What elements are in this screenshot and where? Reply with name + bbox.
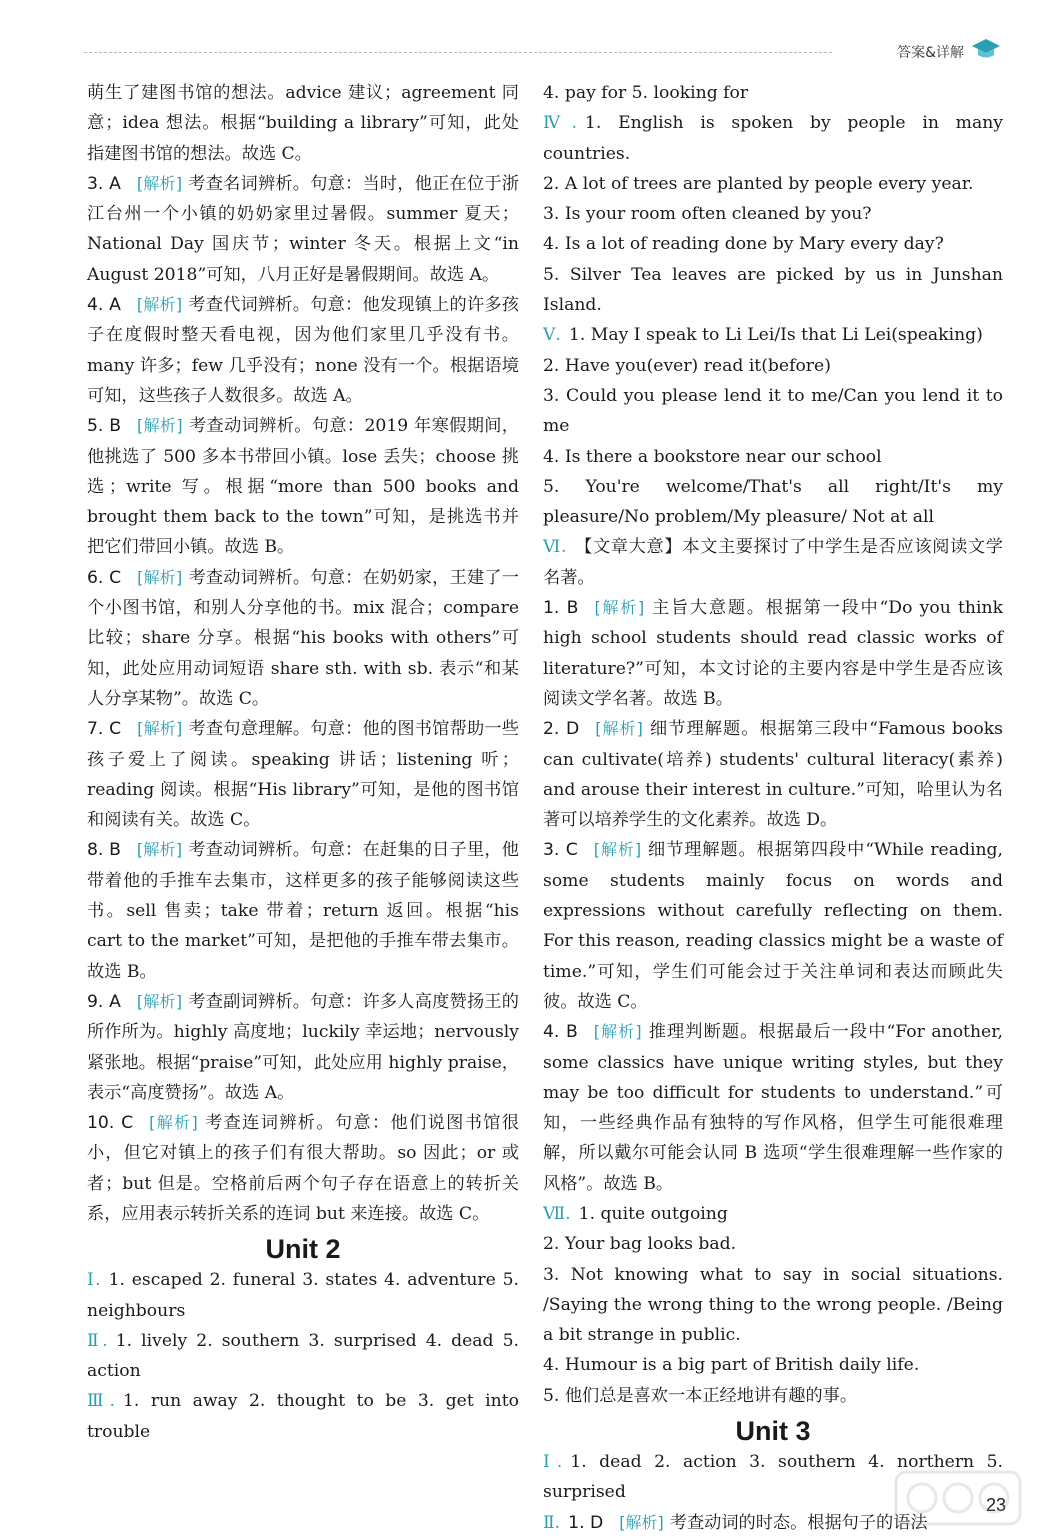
- answer-text: 1. quite outgoing: [578, 1203, 728, 1224]
- analysis-tag: [ 解析 ]: [619, 1513, 664, 1532]
- section-numeral: Ⅵ.: [543, 537, 567, 558]
- answer-text: 1. English is spoken by people in many countries.: [543, 113, 1003, 164]
- answer-item: [543, 472, 1003, 533]
- analysis-tag: [ 解析 ]: [137, 416, 183, 435]
- answer-item: [543, 78, 1003, 108]
- answer-number: 7. C: [87, 719, 122, 740]
- header-rule: [84, 52, 832, 53]
- analysis-tag: [ 解析 ]: [595, 719, 643, 738]
- answer-text: 考查句意理解。句意：他的图书馆帮助一些孩子爱上了阅读。speaking 讲话；listening 听；reading 阅读。根据“His library”可知，是他的图书馆和阅读有关。故选 C。: [87, 719, 519, 831]
- answer-item: [543, 1017, 1003, 1199]
- answer-number: 1. D: [568, 1512, 604, 1533]
- answer-number: 6. C: [87, 567, 122, 588]
- answer-item: [87, 1386, 519, 1447]
- unit-heading: Unit 3: [735, 1416, 811, 1447]
- answer-number: 1. B: [543, 598, 579, 619]
- answer-item: [543, 442, 1003, 472]
- answer-item: [543, 1260, 1003, 1351]
- answer-item: [543, 532, 1003, 593]
- answer-text: 5. You're welcome/That's all right/It's my pleasure/No problem/My pleasure/ Not at all: [543, 476, 1003, 528]
- answer-number: 3. C: [543, 840, 578, 861]
- answer-item: [87, 835, 519, 986]
- answer-item: [87, 1108, 519, 1229]
- answer-item: [87, 563, 519, 714]
- answer-number: 9. A: [87, 991, 121, 1012]
- answer-text: 1. run away 2. thought to be 3. get into trouble: [87, 1391, 519, 1442]
- answer-text: 主旨大意题。根据第一段中“Do you think high school students should read classic works of literature?”可知，本文讨论的主要内容是中学生是否应该阅读文学名著。故选 B。: [543, 598, 1003, 709]
- answer-text: 细节理解题。根据第四段中“While reading, some students mainly focus on words and expressions without carefully reflecting on them. For this reason, reading classics might be a waste of time.”可知，学生们可能会过于关注单词和表达而顾此失彼。故选 C。: [543, 840, 1003, 1012]
- answer-item: [87, 987, 519, 1108]
- answer-item: [543, 229, 1003, 259]
- answer-number: 3. A: [87, 173, 121, 194]
- section-numeral: Ⅲ.: [87, 1391, 115, 1412]
- analysis-tag: [ 解析 ]: [137, 840, 182, 859]
- answer-text: 【文章大意】本文主要探讨了中学生是否应该阅读文学名著。: [543, 537, 1003, 588]
- answer-text: 萌生了建图书馆的想法。advice 建议；agreement 同意；idea 想法。根据“building a library”可知，此处指建图书馆的想法。故选 C。: [87, 83, 519, 164]
- answer-item: [543, 714, 1003, 835]
- answer-item: [543, 1199, 1003, 1229]
- analysis-tag: [ 解析 ]: [594, 840, 641, 859]
- answer-text: 2. Your bag looks bad.: [543, 1234, 737, 1255]
- header-title: 答案&详解: [897, 45, 964, 61]
- answer-text: 推理判断题。根据最后一段中“For another, some classics have unique writing styles, but they may be too difficult for students to understand.”可知，一些经典作品有独特的写作风格，但学生可能很难理解，所以戴尔可能会认同 B 选项“学生很难理解一些作家的风格”。故选 B。: [543, 1022, 1003, 1194]
- answer-text: 考查名词辨析。句意：当时，他正在位于浙江台州一个小镇的奶奶家里过暑假。summer 夏天；National Day 国庆节；winter 冬天。根据上文“in August 2018”可知，八月正好是暑假期间。故选 A。: [87, 173, 519, 285]
- answer-item: [543, 1508, 1003, 1538]
- answer-number: 2. D: [543, 719, 580, 740]
- unit-heading: Unit 2: [265, 1234, 341, 1265]
- answer-text: 5. 他们总是喜欢一本正经地讲有趣的事。: [543, 1385, 858, 1406]
- answer-text: 2. Have you(ever) read it(before): [543, 355, 831, 376]
- analysis-tag: [ 解析 ]: [137, 295, 182, 314]
- answer-text: 2. A lot of trees are planted by people every year.: [543, 173, 974, 194]
- answer-item: [87, 1326, 519, 1387]
- answer-number: 4. B: [543, 1022, 578, 1043]
- answer-number: 10. C: [87, 1113, 134, 1134]
- answer-text: 考查连词辨析。句意：他们说图书馆很小，但它对镇上的孩子们有很大帮助。so 因此；or 或者；but 但是。空格前后两个句子存在语意上的转折关系，应用表示转折关系的连词 but 来连接。故选 C。: [87, 1113, 519, 1224]
- answer-item: [543, 351, 1003, 381]
- answer-text: 1. lively 2. southern 3. surprised 4. dead 5. action: [87, 1330, 519, 1382]
- answer-item: [87, 78, 519, 169]
- answer-text: 4. Is a lot of reading done by Mary every day?: [543, 234, 944, 255]
- analysis-tag: [ 解析 ]: [149, 1113, 198, 1132]
- answer-text: 4. Is there a bookstore near our school: [543, 446, 882, 467]
- section-numeral: Ⅶ.: [543, 1203, 571, 1224]
- page-header: [84, 28, 1022, 68]
- answer-text: 细节理解题。根据第三段中“Famous books can cultivate(培养) students' cultural literacy(素养) and arouse their interest in culture.”可知，哈里认为名著可以培养学生的文化素养。故选 D。: [543, 719, 1003, 831]
- answer-item: [543, 169, 1003, 199]
- answer-item: [87, 714, 519, 835]
- section-numeral: Ⅰ.: [87, 1270, 101, 1291]
- answer-text: 3. Could you please lend it to me/Can you lend it to me: [543, 385, 1003, 437]
- answer-item: [543, 260, 1003, 321]
- answer-number: 8. B: [87, 840, 121, 861]
- answer-item: [543, 1229, 1003, 1259]
- analysis-tag: [ 解析 ]: [137, 992, 182, 1011]
- answer-item: [87, 411, 519, 562]
- answer-text: 4. pay for 5. looking for: [543, 83, 749, 103]
- section-numeral: Ⅳ.: [543, 113, 577, 134]
- graduation-cap-icon: [970, 36, 1002, 62]
- answer-text: 5. Silver Tea leaves are picked by us in Junshan Island.: [543, 264, 1003, 316]
- answer-item: [543, 1381, 1003, 1411]
- analysis-tag: [ 解析 ]: [594, 1022, 642, 1041]
- analysis-tag: [ 解析 ]: [137, 568, 182, 587]
- right-column: [543, 78, 1003, 1538]
- answer-text: 1. May I speak to Li Lei/Is that Li Lei(speaking): [568, 325, 983, 346]
- answer-text: 考查代词辨析。句意：他发现镇上的许多孩子在度假时整天看电视，因为他们家里几乎没有书。many 许多；few 几乎没有；none 没有一个。根据语境可知，这些孩子人数很多。故选 A。: [87, 295, 519, 406]
- answer-item: [87, 169, 519, 290]
- answer-item: [543, 835, 1003, 1017]
- answer-item: [543, 108, 1003, 169]
- answer-number: 5. B: [87, 416, 122, 437]
- answer-text: 考查动词辨析。句意：2019 年寒假期间，他挑选了 500 多本书带回小镇。lose 丢失；choose 挑选；write 写。根据“more than 500 books and brought them back to the town”可知，是挑选书并把它们带回小镇。故选 B。: [87, 416, 519, 558]
- answer-text: 3. Not knowing what to say in social situations. /Saying the wrong thing to the wrong people. /Being a bit strange in public.: [543, 1264, 1003, 1346]
- left-column: [87, 78, 519, 1447]
- section-numeral: Ⅰ.: [543, 1452, 563, 1473]
- answer-text: 3. Is your room often cleaned by you?: [543, 204, 872, 225]
- answer-item: [87, 1265, 519, 1326]
- answer-item: [543, 1447, 1003, 1508]
- section-numeral: Ⅱ.: [87, 1330, 108, 1351]
- answer-item: [543, 199, 1003, 229]
- answer-text: 考查动词的时态。根据句子的语法: [669, 1512, 928, 1533]
- section-numeral: Ⅴ.: [543, 325, 561, 346]
- analysis-tag: [ 解析 ]: [594, 598, 644, 617]
- page-number: 23: [985, 1495, 1006, 1515]
- answer-text: 1. escaped 2. funeral 3. states 4. adventure 5. neighbours: [87, 1270, 519, 1321]
- section-numeral: Ⅱ.: [543, 1512, 561, 1533]
- answer-number: 4. A: [87, 295, 121, 316]
- answer-text: 1. dead 2. action 3. southern 4. northern 5. surprised: [543, 1452, 1003, 1503]
- analysis-tag: [ 解析 ]: [137, 719, 182, 738]
- answer-text: 4. Humour is a big part of British daily life.: [543, 1355, 920, 1376]
- answer-item: [543, 1350, 1003, 1380]
- answer-text: 考查副词辨析。句意：许多人高度赞扬王的所作所为。highly 高度地；luckily 幸运地；nervously 紧张地。根据“praise”可知，此处应用 highly praise，表示“高度赞扬”。故选 A。: [87, 991, 519, 1103]
- answer-item: [87, 290, 519, 411]
- answer-text: 考查动词辨析。句意：在赶集的日子里，他带着他的手推车去集市，这样更多的孩子能够阅读这些书。sell 售卖；take 带着；return 返回。根据“his cart to the market”可知，是把他的手推车带去集市。故选 B。: [87, 840, 519, 982]
- answer-item: [543, 320, 1003, 350]
- answer-item: [543, 381, 1003, 442]
- answer-item: [543, 593, 1003, 714]
- analysis-tag: [ 解析 ]: [137, 174, 182, 193]
- answer-text: 考查动词辨析。句意：在奶奶家，王建了一个小图书馆，和别人分享他的书。mix 混合；compare 比较；share 分享。根据“his books with others”可知，此处应用动词短语 share sth. with sb. 表示“和某人分享某物”。故选 C。: [87, 567, 519, 709]
